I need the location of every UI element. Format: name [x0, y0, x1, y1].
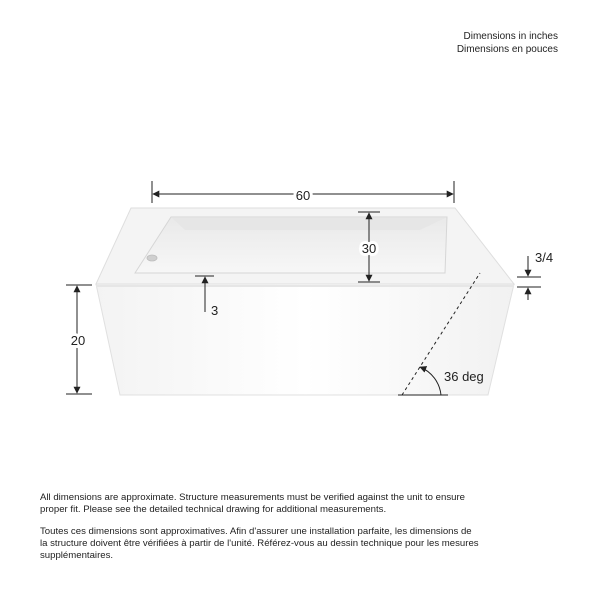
- units-note-french: Dimensions en pouces: [456, 44, 558, 55]
- disclaimer-english: All dimensions are approximate. Structure measurements must be verified against the unit to ensure proper fit. Please see the detailed technical drawing for additional measurements.: [40, 492, 466, 515]
- dimension-rim: [517, 250, 553, 300]
- dimension-ledge-label: 3: [211, 303, 219, 318]
- dimension-height-label: 20: [70, 333, 86, 348]
- dimension-length: [152, 181, 454, 203]
- disclaimer-french: Toutes ces dimensions sont approximatives. Afin d'assurer une installation parfaite, les dimensions de la structure doivent être vérifiées à partir de l'unité. Référez-vous au dessin technique pour les mesures supplémentaires.: [40, 526, 479, 561]
- dimension-angle-label: 36 deg: [444, 369, 484, 384]
- units-note-english: Dimensions in inches: [463, 31, 558, 42]
- dimension-depth-label: 30: [361, 241, 377, 256]
- dimension-length-label: 60: [295, 188, 311, 203]
- drain-icon: [147, 255, 157, 261]
- dimension-height: [66, 285, 92, 394]
- tub-basin-back-wall: [171, 217, 447, 230]
- dimension-rim-label: 3/4: [535, 250, 554, 265]
- disclaimer-notes: [40, 492, 480, 572]
- bathtub: [96, 208, 514, 395]
